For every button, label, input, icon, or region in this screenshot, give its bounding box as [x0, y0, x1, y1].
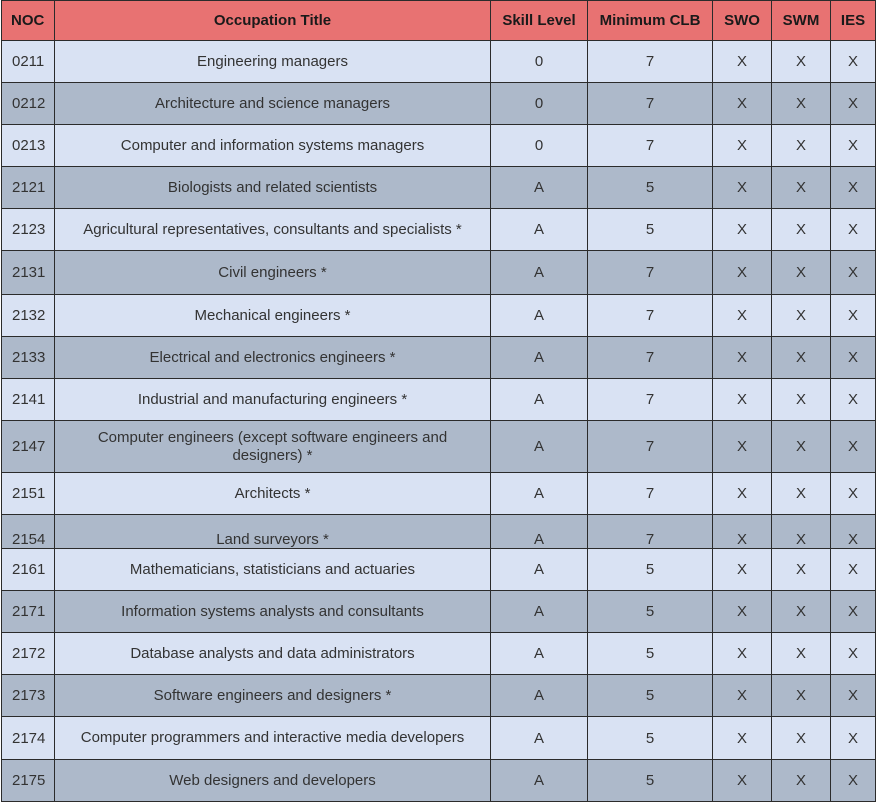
table-row[interactable] [2, 379, 876, 421]
cell-skill-level: 0 [491, 125, 588, 167]
table-row[interactable] [2, 421, 876, 473]
cell-skill-level: A [491, 549, 588, 591]
cell-noc-text: 2154 [12, 531, 46, 548]
cell-noc: 2173 [2, 675, 55, 717]
cell-minimum-clb: 7 [588, 251, 713, 295]
cell-occupation-title [55, 515, 491, 549]
cell-swo: X [713, 760, 772, 802]
cell-swm-text: X [795, 531, 806, 548]
cell-minimum-clb: 7 [588, 83, 713, 125]
header-swo[interactable]: SWO [713, 1, 772, 41]
cell-swo: X [713, 473, 772, 515]
cell-ies [831, 515, 876, 549]
occupation-table [1, 0, 876, 802]
cell-minimum-clb: 7 [588, 337, 713, 379]
cell-minimum-clb: 5 [588, 167, 713, 209]
cell-swo: X [713, 295, 772, 337]
table-row[interactable] [2, 591, 876, 633]
cell-minimum-clb: 7 [588, 379, 713, 421]
cell-swm: X [772, 379, 831, 421]
cell-ies: X [831, 633, 876, 675]
table-row[interactable] [2, 473, 876, 515]
cell-minimum-clb: 7 [588, 41, 713, 83]
cell-swo: X [713, 421, 772, 473]
cell-occupation-title: Agricultural representatives, consultants and specialists * [55, 209, 491, 251]
cell-minimum-clb: 5 [588, 633, 713, 675]
cell-noc: 2172 [2, 633, 55, 675]
header-occupation-title[interactable]: Occupation Title [55, 1, 491, 41]
cell-skill-level-text: A [533, 531, 544, 548]
cell-swo: X [713, 83, 772, 125]
cell-ies: X [831, 591, 876, 633]
cell-noc: 2174 [2, 717, 55, 760]
table-row[interactable] [2, 83, 876, 125]
table-row[interactable] [2, 717, 876, 760]
cell-skill-level: A [491, 591, 588, 633]
cell-ies: X [831, 41, 876, 83]
cell-swo: X [713, 167, 772, 209]
cell-swm: X [772, 209, 831, 251]
cell-ies: X [831, 83, 876, 125]
cell-swo: X [713, 717, 772, 760]
cell-occupation-title: Architects * [55, 473, 491, 515]
header-minimum-clb[interactable]: Minimum CLB [588, 1, 713, 41]
header-skill-level[interactable]: Skill Level [491, 1, 588, 41]
cell-ies: X [831, 125, 876, 167]
cell-noc [2, 515, 55, 549]
cell-swm: X [772, 717, 831, 760]
cell-swm: X [772, 251, 831, 295]
cell-ies: X [831, 167, 876, 209]
cell-noc: 2132 [2, 295, 55, 337]
cell-skill-level: A [491, 633, 588, 675]
cell-occupation-title: Computer and information systems managers [55, 125, 491, 167]
cell-minimum-clb: 7 [588, 421, 713, 473]
cell-ies: X [831, 473, 876, 515]
table-header-row [2, 1, 876, 41]
cell-noc: 2141 [2, 379, 55, 421]
cell-occupation-title: Biologists and related scientists [55, 167, 491, 209]
cell-occupation-title: Web designers and developers [55, 760, 491, 802]
cell-skill-level: A [491, 295, 588, 337]
cell-minimum-clb: 7 [588, 125, 713, 167]
cell-skill-level: A [491, 379, 588, 421]
cell-swm: X [772, 760, 831, 802]
cell-ies-text: X [847, 531, 858, 548]
cell-skill-level: A [491, 421, 588, 473]
table-row[interactable] [2, 41, 876, 83]
cell-swo: X [713, 675, 772, 717]
table-row[interactable] [2, 251, 876, 295]
table-body [2, 41, 876, 802]
cell-skill-level: 0 [491, 83, 588, 125]
cell-swm: X [772, 633, 831, 675]
cell-minimum-clb: 7 [588, 295, 713, 337]
cell-swm: X [772, 591, 831, 633]
table-row[interactable] [2, 167, 876, 209]
cell-occupation-title: Architecture and science managers [55, 83, 491, 125]
table-row[interactable] [2, 675, 876, 717]
cell-occupation-title: Database analysts and data administrators [55, 633, 491, 675]
cell-swm: X [772, 675, 831, 717]
table-row[interactable] [2, 633, 876, 675]
cell-skill-level: A [491, 337, 588, 379]
cell-skill-level: A [491, 167, 588, 209]
cell-noc: 0211 [2, 41, 55, 83]
header-swm[interactable]: SWM [772, 1, 831, 41]
table-row[interactable] [2, 125, 876, 167]
cell-skill-level: A [491, 251, 588, 295]
cell-skill-level: A [491, 209, 588, 251]
cell-swm [772, 515, 831, 549]
cell-swm: X [772, 421, 831, 473]
cell-skill-level: 0 [491, 41, 588, 83]
table-row[interactable] [2, 295, 876, 337]
header-ies[interactable]: IES [831, 1, 876, 41]
cell-swm: X [772, 473, 831, 515]
cell-minimum-clb: 5 [588, 591, 713, 633]
cell-minimum-clb-text: 7 [645, 531, 655, 548]
cell-swm: X [772, 549, 831, 591]
cell-skill-level: A [491, 760, 588, 802]
cell-swo: X [713, 633, 772, 675]
cell-occupation-title: Mechanical engineers * [55, 295, 491, 337]
cell-skill-level [491, 515, 588, 549]
cell-ies: X [831, 675, 876, 717]
cell-noc: 0212 [2, 83, 55, 125]
cell-noc: 2133 [2, 337, 55, 379]
cell-swm: X [772, 41, 831, 83]
cell-swo [713, 515, 772, 549]
cell-swm: X [772, 295, 831, 337]
cell-noc: 2123 [2, 209, 55, 251]
cell-minimum-clb: 5 [588, 549, 713, 591]
cell-ies: X [831, 717, 876, 760]
cell-swo: X [713, 379, 772, 421]
cell-swo-text: X [736, 531, 747, 548]
cell-ies: X [831, 760, 876, 802]
cell-skill-level: A [491, 717, 588, 760]
cell-swm: X [772, 83, 831, 125]
cell-swo: X [713, 251, 772, 295]
cell-noc: 2161 [2, 549, 55, 591]
cell-swm: X [772, 167, 831, 209]
cell-occupation-title-text: Land surveyors * [216, 531, 329, 548]
cell-ies: X [831, 549, 876, 591]
cell-occupation-title: Computer engineers (except software engineers and designers) * [55, 421, 491, 473]
cell-noc: 2175 [2, 760, 55, 802]
table-row[interactable] [2, 515, 876, 549]
cell-minimum-clb [588, 515, 713, 549]
cell-ies: X [831, 251, 876, 295]
cell-occupation-title: Engineering managers [55, 41, 491, 83]
cell-occupation-title: Civil engineers * [55, 251, 491, 295]
cell-swo: X [713, 209, 772, 251]
cell-skill-level: A [491, 473, 588, 515]
cell-ies: X [831, 209, 876, 251]
cell-ies: X [831, 295, 876, 337]
cell-noc: 2151 [2, 473, 55, 515]
cell-swo: X [713, 125, 772, 167]
cell-ies: X [831, 337, 876, 379]
cell-minimum-clb: 7 [588, 473, 713, 515]
cell-noc: 2147 [2, 421, 55, 473]
header-noc[interactable]: NOC [2, 1, 55, 41]
cell-occupation-title: Computer programmers and interactive media developers [55, 717, 491, 760]
cell-noc: 2131 [2, 251, 55, 295]
cell-minimum-clb: 5 [588, 675, 713, 717]
cell-swo: X [713, 41, 772, 83]
cell-occupation-title: Electrical and electronics engineers * [55, 337, 491, 379]
cell-occupation-title: Industrial and manufacturing engineers * [55, 379, 491, 421]
cell-minimum-clb: 5 [588, 717, 713, 760]
cell-minimum-clb: 5 [588, 760, 713, 802]
cell-swm: X [772, 125, 831, 167]
cell-noc: 2121 [2, 167, 55, 209]
cell-occupation-title: Software engineers and designers * [55, 675, 491, 717]
table-row[interactable] [2, 337, 876, 379]
table-row[interactable] [2, 549, 876, 591]
cell-ies: X [831, 379, 876, 421]
cell-skill-level: A [491, 675, 588, 717]
cell-swm: X [772, 337, 831, 379]
table-row[interactable] [2, 760, 876, 802]
cell-swo: X [713, 591, 772, 633]
cell-swo: X [713, 549, 772, 591]
cell-noc: 0213 [2, 125, 55, 167]
cell-occupation-title: Mathematicians, statisticians and actuaries [55, 549, 491, 591]
cell-ies: X [831, 421, 876, 473]
cell-noc: 2171 [2, 591, 55, 633]
table-row[interactable] [2, 209, 876, 251]
cell-occupation-title: Information systems analysts and consultants [55, 591, 491, 633]
cell-minimum-clb: 5 [588, 209, 713, 251]
cell-swo: X [713, 337, 772, 379]
